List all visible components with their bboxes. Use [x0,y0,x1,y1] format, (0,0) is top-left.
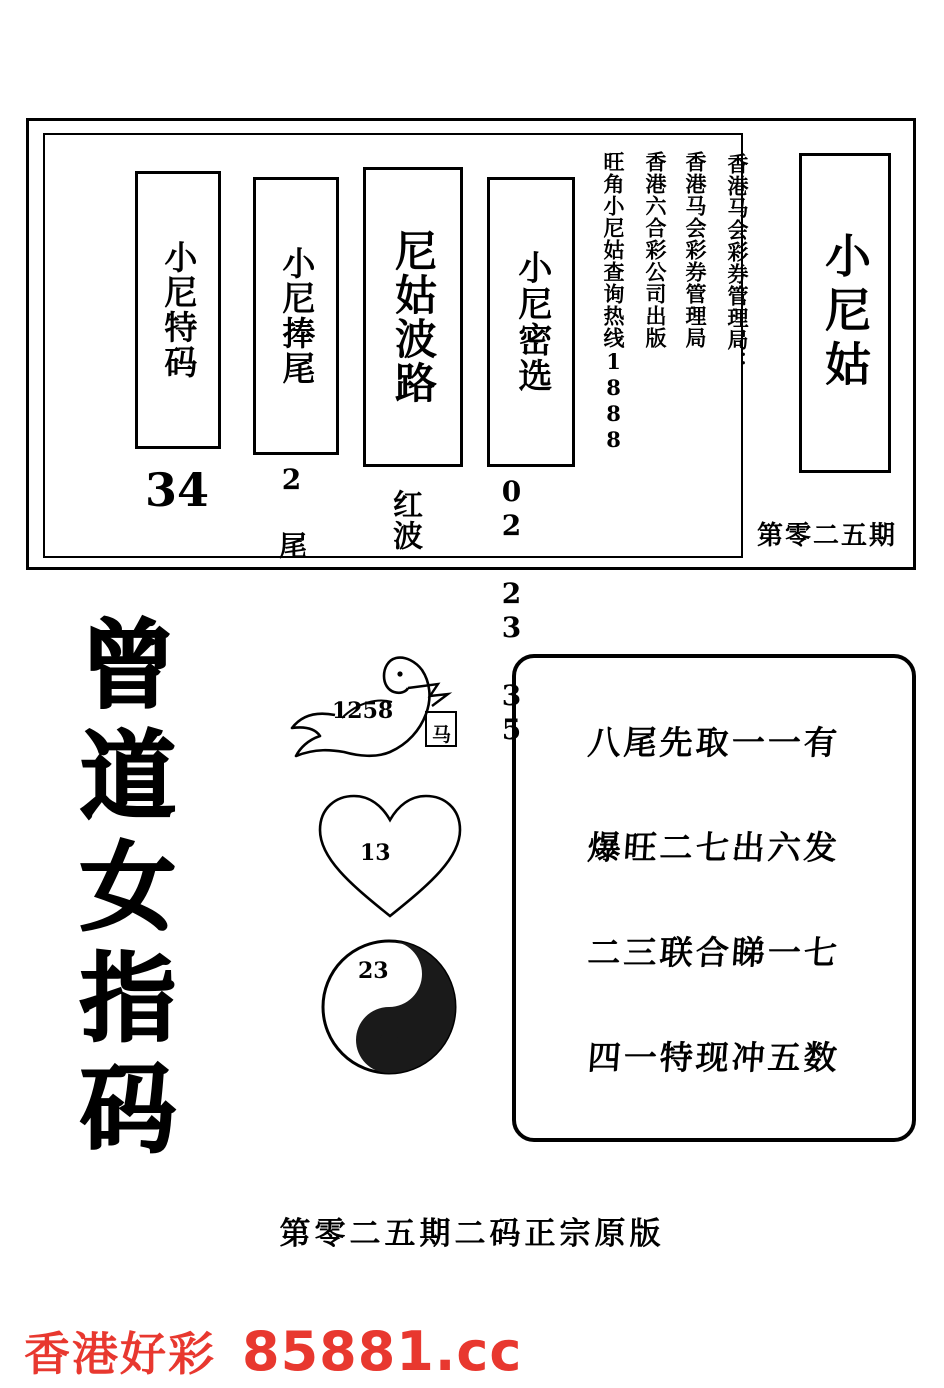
taiji-number: 23 [358,958,389,984]
cell-bangwei-value: 2 尾 [275,463,308,560]
cell-bolu-box [363,167,463,467]
bottom-caption: 第零二五期二码正宗原版 [279,1216,665,1252]
brand-title-box [799,153,891,473]
verse-line-2: 爆旺二七出六发 [586,828,842,867]
panel-header-right [727,137,897,557]
publisher-label: 香港六合彩公司出版 [643,151,668,349]
footer-brand: 香港好彩 [24,1327,216,1381]
cell-mimi-label: 小尼密选 [511,250,552,394]
heart-number: 13 [360,840,391,866]
cell-mimi-box [487,177,575,467]
authority-label-left: 香港马会彩券管理局 [683,151,708,349]
cell-bolu-label: 尼姑波路 [389,229,439,405]
masthead-char-2: 道 [80,720,176,833]
masthead-char-4: 指 [80,942,176,1055]
dove-tag: 马 [432,724,452,746]
hotline-label: 旺角小尼姑查询热线1888 [601,151,626,453]
authority-label-right: 香港马会彩券管理局： [725,153,750,373]
verse-box [512,654,916,1142]
masthead-char-3: 女 [80,831,176,944]
footer-watermark [24,1318,924,1384]
taiji-icon [314,932,464,1082]
verse-line-4: 四一特现冲五数 [586,1038,842,1077]
issue-label: 第零二五期 [756,521,897,551]
cell-tema-value: 34 [144,463,209,517]
brand-title: 小尼姑 [818,232,872,394]
verse-line-1: 八尾先取一一有 [586,723,842,762]
masthead-title [58,609,198,1166]
cell-bangwei-label: 小尼捧尾 [277,246,317,386]
cell-mimi-value: 02 23 35 [495,475,528,747]
cell-tema-box [135,171,221,449]
cell-bolu-value: 红波 [387,489,422,551]
verse-line-3: 二三联合睇一七 [586,933,842,972]
footer-url: 85881.cc [242,1319,523,1383]
symbol-column [280,640,490,1080]
cell-bangwei-box [253,177,339,455]
masthead-char-1: 曾 [80,609,176,722]
dove-number: 1258 [332,698,394,724]
masthead-char-5: 码 [80,1053,176,1166]
cell-tema-label: 小尼特码 [159,240,199,380]
